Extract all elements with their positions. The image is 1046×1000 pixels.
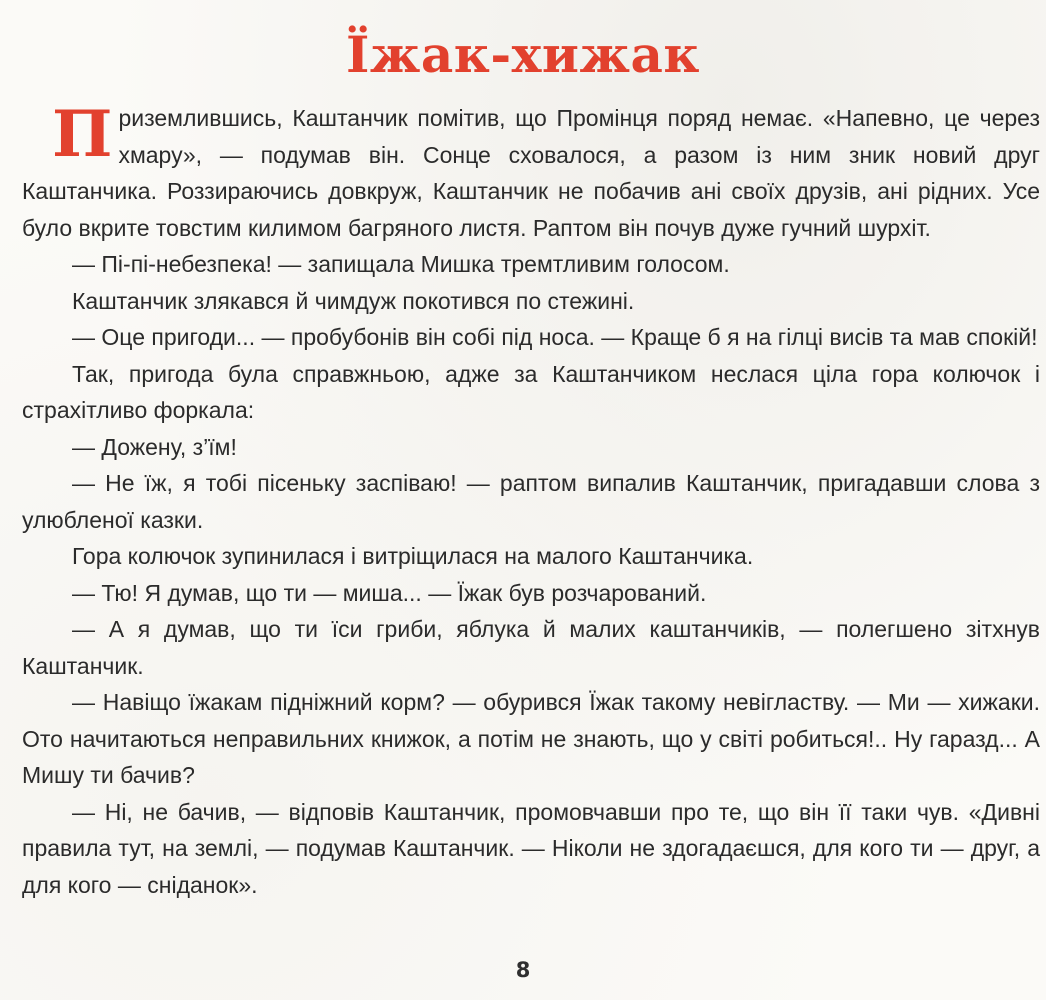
paragraph-7: — Не їж, я тобі пісеньку заспіваю! — раптом випалив Каштанчик, пригадавши слова з улюбленої казки. [22,470,1040,533]
paragraph-2: — Пі-пі-небезпека! — запищала Мишка тремтливим голосом. [72,251,730,277]
paragraph-5: Так, пригода була справжньою, адже за Каштанчиком неслася ціла гора колючок і страхітливо форкала: [22,360,1040,423]
drop-cap: П [52,97,113,172]
chapter-title: Їжак-хижак [345,25,701,84]
paragraph-6: — Дожену, з’їм! [72,433,237,460]
page-number: 8 [515,958,531,982]
paragraph-12: — Ні, не бачив, — відповів Каштанчик, промовчавши про те, що він її таки чув. «Дивні правила тут, на землі, — подумав Каштанчик. — Ніколи не здогадаєшся, для кого ти — друг, а для кого — сніданок». [22,798,1040,898]
paragraph-1-text: риземлившись, Каштанчик помітив, що Промінця поряд немає. «Напевно, це через хмару», — подумав він. Сонце сховалося, а разом із ним зник новий друг Каштанчика. Роззираючись довкруж, Каштанчик не побачив ані своїх друзів, ані рідних. Усе було вкрите товстим килимом багряного листя. Раптом він почув дуже гучний шурхіт. [22,105,1040,241]
paragraph-9: — Тю! Я думав, що ти — миша... — Їжак був розчарований. [72,579,707,606]
paragraph-10: — А я думав, що ти їси гриби, яблука й малих каштанчиків, — полегшено зітхнув Каштанчик. [22,616,1040,679]
paragraph-11: — Навіщо їжакам підніжний корм? — обурився Їжак такому невігластву. — Ми — хижаки. Ото начитаються неправильних книжок, а потім не знають, що у світі робиться!.. Ну гаразд... А Мишу ти бачив? [22,689,1040,788]
paragraph-4: — Оце пригоди... — пробубонів він собі під носа. — Краще б я на гілці висів та мав спокій! [72,324,1038,350]
story-text [22,97,1040,903]
paragraph-8: Гора колючок зупинилася і витріщилася на малого Каштанчика. [72,543,754,569]
paragraph-3: Каштанчик злякався й чимдуж покотився по стежині. [72,287,635,314]
paragraph-1 [22,97,1040,246]
